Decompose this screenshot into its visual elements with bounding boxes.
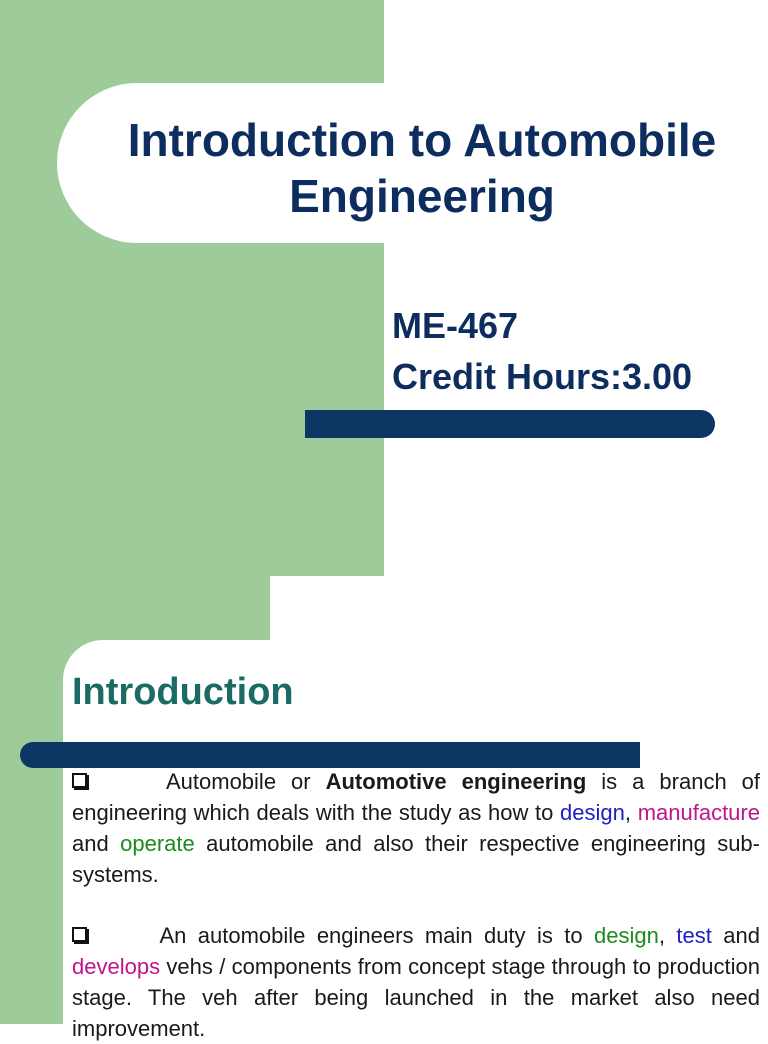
title-line-2: Engineering bbox=[289, 170, 555, 222]
text-run: automobile and also their respective engineering sub-systems. bbox=[72, 831, 760, 887]
heading-underline-bar bbox=[20, 742, 640, 768]
keyword-design: design bbox=[594, 923, 659, 948]
paragraph-2 bbox=[72, 920, 760, 1044]
keyword-manufacture: manufacture bbox=[637, 800, 760, 825]
paragraph-1 bbox=[72, 766, 760, 890]
divider-bar bbox=[305, 410, 715, 438]
text-run: vehs / components from concept stage through to production stage. The veh after being launched in the market also need improvement. bbox=[72, 954, 760, 1041]
keyword-design: design bbox=[560, 800, 625, 825]
section-heading: Introduction bbox=[72, 671, 294, 713]
text-run: , bbox=[658, 923, 677, 948]
course-code: ME-467 bbox=[392, 305, 519, 346]
text-run-bold: Automotive engineering bbox=[325, 769, 587, 794]
text-run: is a branch of engineering which deals with the study as how to bbox=[72, 769, 761, 825]
text-run: and bbox=[72, 831, 121, 856]
text-run: and bbox=[711, 923, 760, 948]
text-run: Automobile or bbox=[165, 769, 326, 794]
checkbox-bullet-icon bbox=[72, 927, 87, 942]
credit-hours: Credit Hours:3.00 bbox=[392, 356, 693, 397]
text-run: An automobile engineers main duty is to bbox=[159, 923, 595, 948]
slide-title bbox=[72, 112, 768, 224]
text-run: , bbox=[624, 800, 632, 825]
checkbox-bullet-icon bbox=[72, 773, 87, 788]
keyword-operate: operate bbox=[120, 831, 195, 856]
course-info bbox=[392, 300, 692, 402]
title-line-1: Introduction to Automobile bbox=[127, 114, 717, 166]
keyword-develops: develops bbox=[72, 954, 161, 979]
keyword-test: test bbox=[676, 923, 712, 948]
